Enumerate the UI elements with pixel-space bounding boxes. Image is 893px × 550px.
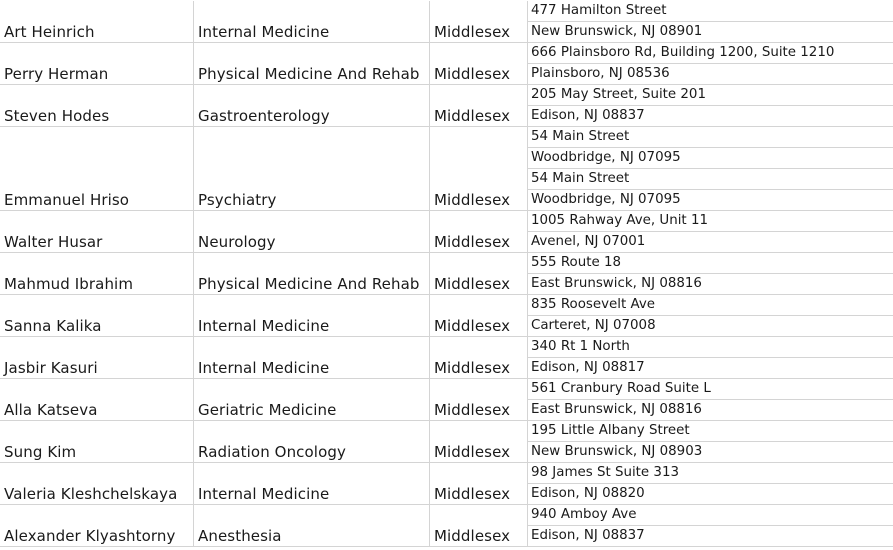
county-text: Middlesex <box>434 317 511 335</box>
specialty-cell[interactable] <box>194 379 430 420</box>
specialty-text: Internal Medicine <box>198 485 330 503</box>
address-cell[interactable] <box>528 253 893 294</box>
provider-name-cell[interactable] <box>0 379 194 420</box>
county-text: Middlesex <box>434 23 511 41</box>
table-row[interactable] <box>0 379 893 421</box>
specialty-cell[interactable] <box>194 295 430 336</box>
county-cell[interactable] <box>430 295 528 336</box>
address-line: 195 Little Albany Street <box>531 423 690 438</box>
provider-name-text: Steven Hodes <box>4 107 110 125</box>
address-line: Woodbridge, NJ 07095 <box>531 192 681 207</box>
provider-name-text: Emmanuel Hriso <box>4 191 130 209</box>
provider-name-text: Sung Kim <box>4 443 77 461</box>
address-line: 561 Cranbury Road Suite L <box>531 381 711 396</box>
address-cell[interactable] <box>528 379 893 420</box>
address-line: 477 Hamilton Street <box>531 3 667 18</box>
address-line: 54 Main Street <box>531 171 630 186</box>
county-cell[interactable] <box>430 43 528 84</box>
provider-name-cell[interactable] <box>0 211 194 252</box>
county-cell[interactable] <box>430 1 528 42</box>
address-cell[interactable] <box>528 127 893 210</box>
specialty-text: Physical Medicine And Rehab <box>198 65 420 83</box>
address-line: Plainsboro, NJ 08536 <box>531 66 670 81</box>
address-line: New Brunswick, NJ 08903 <box>531 444 703 459</box>
address-line: Edison, NJ 08837 <box>531 108 645 123</box>
address-cell[interactable] <box>528 337 893 378</box>
provider-name-text: Art Heinrich <box>4 23 95 41</box>
address-line: 835 Roosevelt Ave <box>531 297 656 312</box>
table-row[interactable] <box>0 337 893 379</box>
specialty-text: Radiation Oncology <box>198 443 346 461</box>
specialty-text: Internal Medicine <box>198 23 330 41</box>
county-cell[interactable] <box>430 211 528 252</box>
county-text: Middlesex <box>434 485 511 503</box>
address-cell[interactable] <box>528 85 893 126</box>
table-row[interactable] <box>0 211 893 253</box>
provider-name-cell[interactable] <box>0 43 194 84</box>
specialty-text: Neurology <box>198 233 276 251</box>
address-line: Avenel, NJ 07001 <box>531 234 646 249</box>
county-text: Middlesex <box>434 359 511 377</box>
provider-name-cell[interactable] <box>0 1 194 42</box>
provider-name-cell[interactable] <box>0 463 194 504</box>
address-line: 205 May Street, Suite 201 <box>531 87 706 102</box>
address-line: New Brunswick, NJ 08901 <box>531 24 703 39</box>
address-cell[interactable] <box>528 43 893 84</box>
county-text: Middlesex <box>434 275 511 293</box>
address-line: 54 Main Street <box>531 129 630 144</box>
provider-name-cell[interactable] <box>0 337 194 378</box>
specialty-cell[interactable] <box>194 463 430 504</box>
address-cell[interactable] <box>528 295 893 336</box>
table-row[interactable] <box>0 505 893 547</box>
specialty-text: Internal Medicine <box>198 359 330 377</box>
address-line: Carteret, NJ 07008 <box>531 318 656 333</box>
specialty-cell[interactable] <box>194 85 430 126</box>
county-cell[interactable] <box>430 421 528 462</box>
table-row[interactable] <box>0 127 893 211</box>
address-line: 340 Rt 1 North <box>531 339 630 354</box>
table-row[interactable] <box>0 253 893 295</box>
address-line: Edison, NJ 08837 <box>531 528 645 543</box>
provider-name-text: Perry Herman <box>4 65 109 83</box>
table-row[interactable] <box>0 43 893 85</box>
address-line: Edison, NJ 08817 <box>531 360 645 375</box>
county-text: Middlesex <box>434 527 511 545</box>
provider-name-cell[interactable] <box>0 295 194 336</box>
table-row[interactable] <box>0 1 893 43</box>
address-line: Edison, NJ 08820 <box>531 486 645 501</box>
address-cell[interactable] <box>528 505 893 546</box>
specialty-cell[interactable] <box>194 253 430 294</box>
specialty-cell[interactable] <box>194 337 430 378</box>
provider-name-text: Mahmud Ibrahim <box>4 275 134 293</box>
county-text: Middlesex <box>434 443 511 461</box>
address-line: 555 Route 18 <box>531 255 621 270</box>
address-line: Woodbridge, NJ 07095 <box>531 150 681 165</box>
provider-name-text: Alla Katseva <box>4 401 98 419</box>
provider-name-text: Sanna Kalika <box>4 317 102 335</box>
provider-name-cell[interactable] <box>0 505 194 546</box>
address-line: 98 James St Suite 313 <box>531 465 679 480</box>
county-cell[interactable] <box>430 337 528 378</box>
provider-name-text: Alexander Klyashtorny <box>4 527 176 545</box>
county-cell[interactable] <box>430 253 528 294</box>
table-row[interactable] <box>0 421 893 463</box>
specialty-text: Anesthesia <box>198 527 282 545</box>
table-row[interactable] <box>0 295 893 337</box>
address-line: 666 Plainsboro Rd, Building 1200, Suite 1210 <box>531 45 835 60</box>
address-cell[interactable] <box>528 463 893 504</box>
county-cell[interactable] <box>430 463 528 504</box>
address-line: 1005 Rahway Ave, Unit 11 <box>531 213 708 228</box>
address-cell[interactable] <box>528 1 893 42</box>
specialty-cell[interactable] <box>194 505 430 546</box>
county-cell[interactable] <box>430 127 528 210</box>
county-cell[interactable] <box>430 85 528 126</box>
specialty-text: Physical Medicine And Rehab <box>198 275 420 293</box>
specialty-text: Psychiatry <box>198 191 277 209</box>
specialty-cell[interactable] <box>194 1 430 42</box>
address-line: East Brunswick, NJ 08816 <box>531 276 702 291</box>
address-cell[interactable] <box>528 421 893 462</box>
county-text: Middlesex <box>434 233 511 251</box>
specialty-cell[interactable] <box>194 127 430 210</box>
specialty-cell[interactable] <box>194 211 430 252</box>
county-text: Middlesex <box>434 65 511 83</box>
table-row[interactable] <box>0 85 893 127</box>
provider-name-cell[interactable] <box>0 85 194 126</box>
provider-name-text: Valeria Kleshchelskaya <box>4 485 178 503</box>
address-line: 940 Amboy Ave <box>531 507 637 522</box>
county-text: Middlesex <box>434 191 511 209</box>
provider-name-cell[interactable] <box>0 253 194 294</box>
address-line: East Brunswick, NJ 08816 <box>531 402 702 417</box>
provider-name-cell[interactable] <box>0 127 194 210</box>
specialty-cell[interactable] <box>194 421 430 462</box>
county-text: Middlesex <box>434 401 511 419</box>
specialty-text: Gastroenterology <box>198 107 330 125</box>
provider-name-text: Jasbir Kasuri <box>4 359 98 377</box>
specialty-text: Internal Medicine <box>198 317 330 335</box>
table-row[interactable] <box>0 463 893 505</box>
specialty-cell[interactable] <box>194 43 430 84</box>
specialty-text: Geriatric Medicine <box>198 401 337 419</box>
provider-name-cell[interactable] <box>0 421 194 462</box>
address-cell[interactable] <box>528 211 893 252</box>
county-text: Middlesex <box>434 107 511 125</box>
provider-name-text: Walter Husar <box>4 233 103 251</box>
county-cell[interactable] <box>430 379 528 420</box>
county-cell[interactable] <box>430 505 528 546</box>
